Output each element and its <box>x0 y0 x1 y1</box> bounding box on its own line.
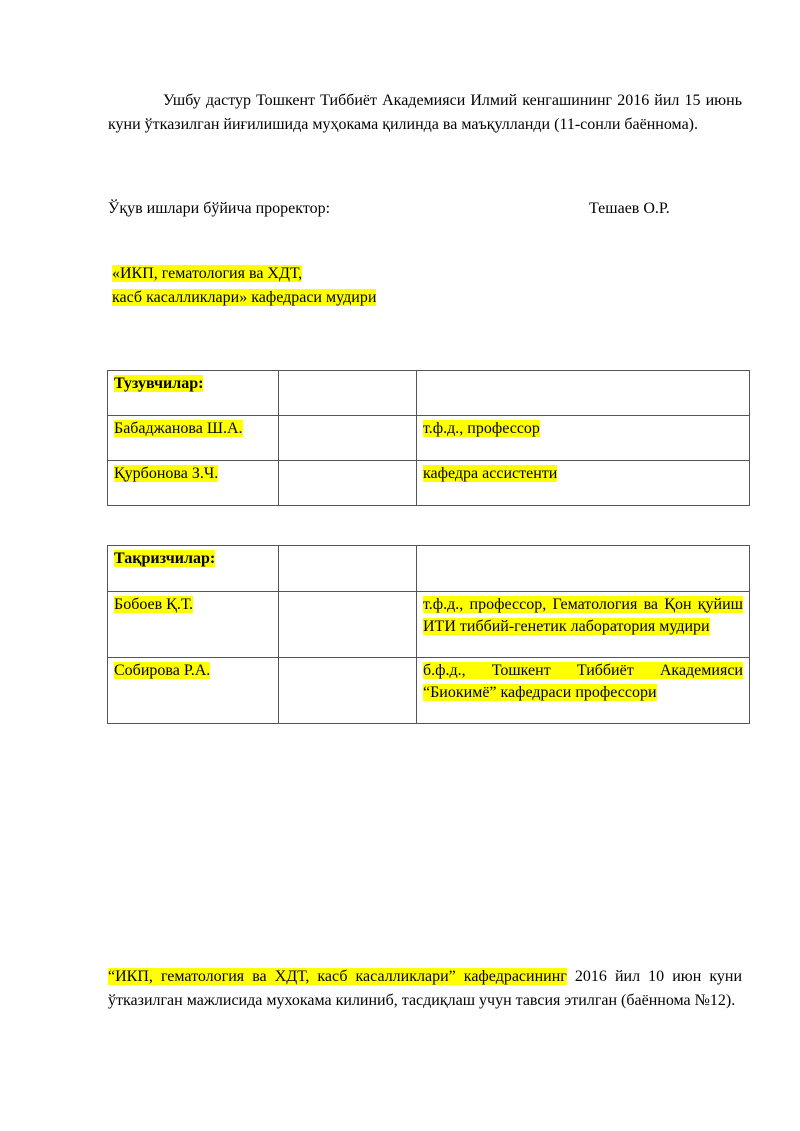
reviewers-table <box>107 545 750 724</box>
department-head-line2: касб касалликлари» кафедраси мудири <box>112 289 377 306</box>
authors-header: Тузувчилар: <box>114 375 204 392</box>
table-row <box>108 416 750 461</box>
author-title-cell <box>417 416 750 461</box>
footer-text: 2016 йил 10 июн куни ўтказилган мажлисида мухокама килиниб, тасдиқлаш учун тавсия этилган (баённома №12). <box>108 968 743 1009</box>
department-head-line1: «ИКП, гематология ва ХДТ, <box>112 265 303 282</box>
author-title: кафедра ассистенти <box>423 465 558 482</box>
reviewers-header-cell <box>108 546 279 592</box>
table-row <box>108 371 750 416</box>
table-row <box>108 546 750 592</box>
author-name: Бабаджанова Ш.А. <box>114 420 243 437</box>
empty-cell <box>417 371 750 416</box>
reviewers-header: Тақризчилар: <box>114 550 216 567</box>
author-title: т.ф.д., профессор <box>423 420 540 437</box>
reviewer-name-cell <box>108 592 279 658</box>
reviewer-title: т.ф.д., профессор, Гематология ва Қон қуйиш ИТИ тиббий-генетик лаборатория мудири <box>423 596 743 635</box>
reviewer-title-cell <box>417 592 750 658</box>
author-name: Қурбонова З.Ч. <box>114 465 219 482</box>
reviewer-name: Собирова Р.А. <box>114 662 211 679</box>
empty-cell <box>279 416 417 461</box>
author-name-cell <box>108 416 279 461</box>
reviewer-title: б.ф.д., Тошкент Тиббиёт Академияси “Биокимё” кафедраси профессори <box>423 662 743 701</box>
table-row <box>108 461 750 506</box>
table-row <box>108 592 750 658</box>
reviewer-name-cell <box>108 658 279 724</box>
empty-cell <box>279 658 417 724</box>
table-row <box>108 658 750 724</box>
prorector-line <box>108 200 742 224</box>
footer-paragraph <box>108 965 742 1013</box>
authors-header-cell <box>108 371 279 416</box>
prorector-role: Ўқув ишлари бўйича проректор: <box>108 200 331 217</box>
empty-cell <box>417 546 750 592</box>
authors-table <box>107 370 750 506</box>
author-title-cell <box>417 461 750 506</box>
empty-cell <box>279 546 417 592</box>
empty-cell <box>279 371 417 416</box>
reviewer-title-cell <box>417 658 750 724</box>
footer-department: “ИКП, гематология ва ХДТ, касб касалликлари” кафедрасининг <box>108 968 567 985</box>
department-head <box>112 262 376 310</box>
empty-cell <box>279 461 417 506</box>
prorector-name: Тешаев О.Р. <box>589 200 670 217</box>
reviewer-name: Бобоев Қ.Т. <box>114 596 194 613</box>
author-name-cell <box>108 461 279 506</box>
intro-paragraph: Ушбу дастур Тошкент Тиббиёт Академияси Илмий кенгашининг 2016 йил 15 июнь куни ўтказилган йиғилишида муҳокама қилинда ва маъқулланди (11-сонли баённома). <box>108 92 742 133</box>
empty-cell <box>279 592 417 658</box>
